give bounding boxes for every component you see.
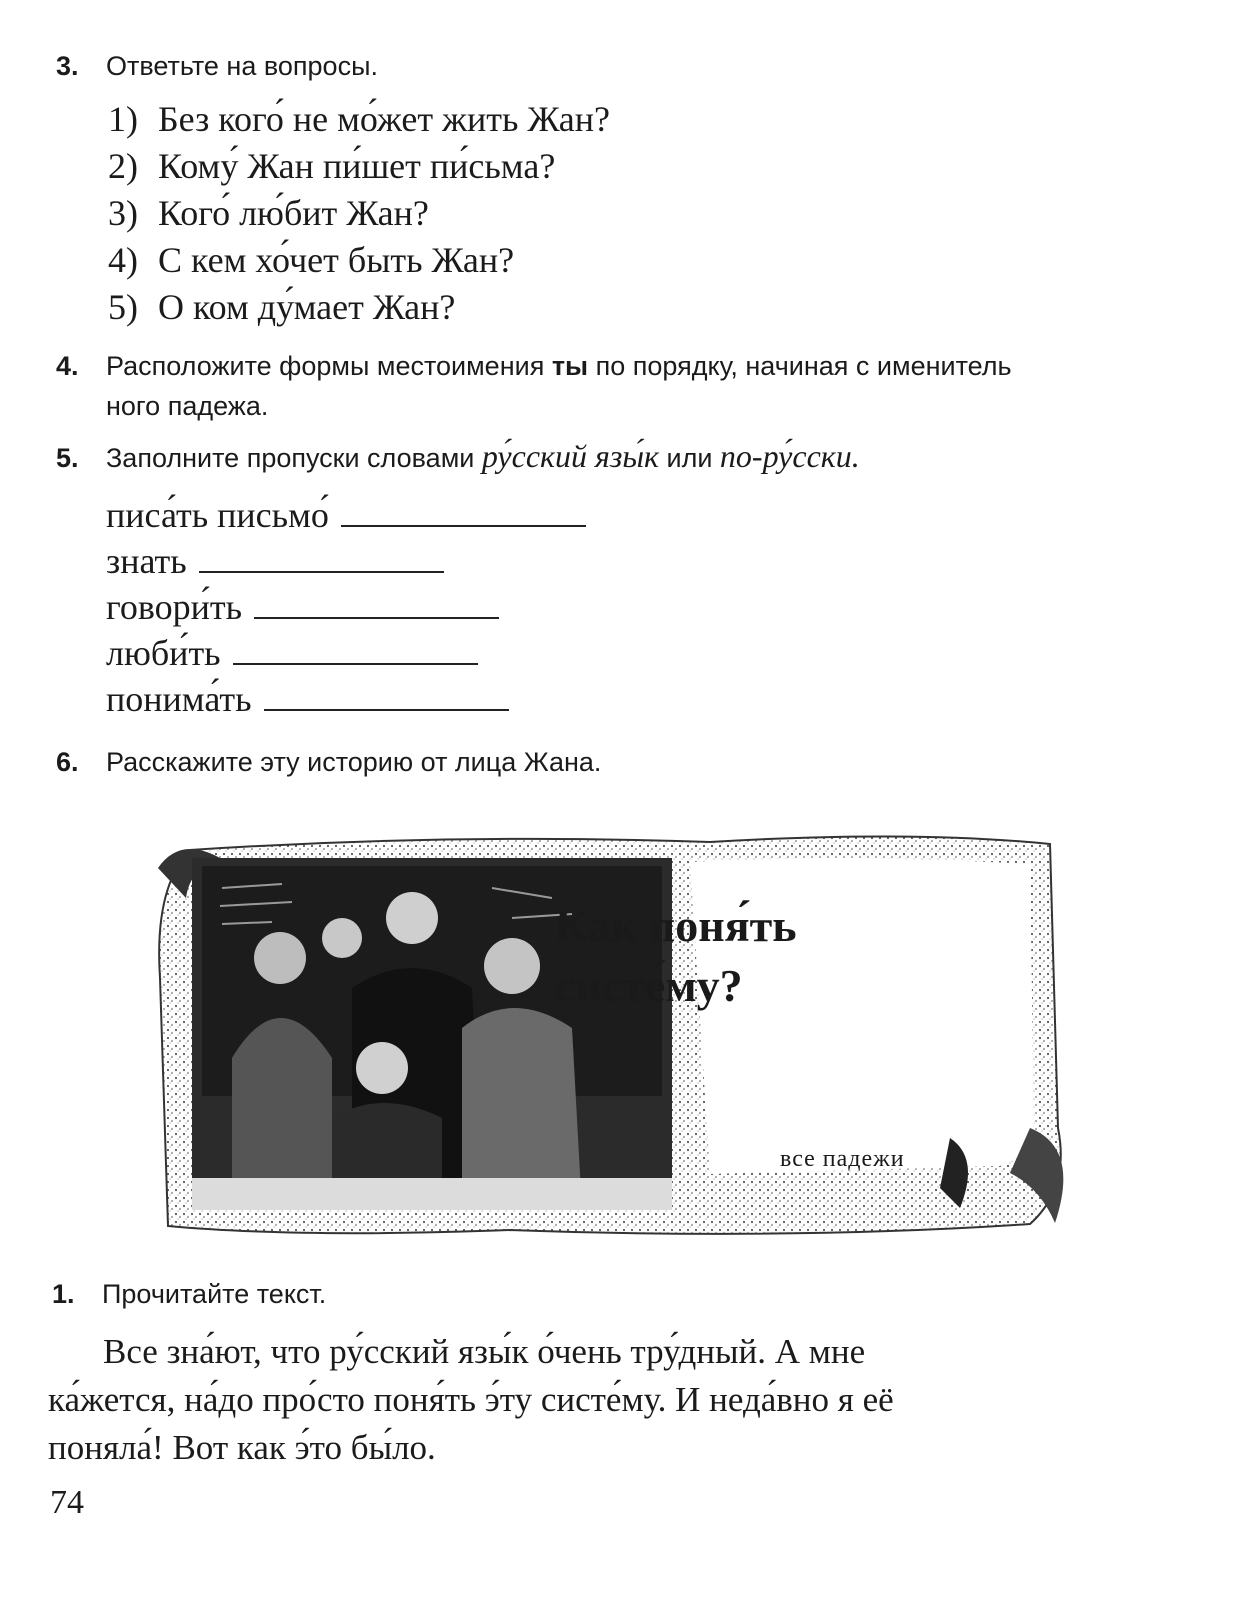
task-text: или <box>659 443 720 473</box>
fill-row <box>106 630 586 676</box>
task-3-header <box>56 46 378 86</box>
fill-row <box>106 492 586 538</box>
question-text: С кем хо́чет быть Жан? <box>158 240 515 280</box>
task-6-header <box>56 742 601 782</box>
fill-row <box>106 676 586 722</box>
question-number: 3) <box>108 193 138 233</box>
task-number: 5. <box>56 443 79 473</box>
question-number: 1) <box>108 99 138 139</box>
fill-label: люби́ть <box>106 633 221 673</box>
question-list <box>108 96 610 331</box>
task-instruction: Прочитайте текст. <box>102 1279 327 1309</box>
answer-blank[interactable] <box>341 499 586 527</box>
task-number: 1. <box>52 1279 75 1309</box>
banner-subtitle: все падежи <box>780 1146 905 1172</box>
question-number: 5) <box>108 287 138 327</box>
question-item <box>108 284 610 331</box>
task-number: 6. <box>56 747 79 777</box>
fill-row <box>106 538 586 584</box>
lesson-banner <box>150 828 1095 1238</box>
question-text: О ком ду́мает Жан? <box>158 287 456 327</box>
question-item <box>108 143 610 190</box>
question-item <box>108 190 610 237</box>
fill-label: понима́ть <box>106 679 252 719</box>
task-instruction: Расскажите эту историю от лица Жана. <box>106 747 602 777</box>
banner-title <box>555 896 797 1016</box>
question-number: 2) <box>108 146 138 186</box>
fill-label: знать <box>106 541 187 581</box>
pronoun-word: ты <box>551 351 589 381</box>
question-item <box>108 237 610 284</box>
fill-row <box>106 584 586 630</box>
question-text: Без кого́ не мо́жет жить Жан? <box>158 99 610 139</box>
banner-title-line: Как поня́ть <box>555 900 797 951</box>
reading-text <box>48 1328 948 1472</box>
question-item <box>108 96 610 143</box>
task-5-header <box>56 436 860 478</box>
task-instruction: Ответьте на вопросы. <box>106 51 378 81</box>
answer-blank[interactable] <box>254 591 499 619</box>
task-number: 3. <box>56 51 79 81</box>
italic-phrase: ру́сский язы́к <box>481 438 659 474</box>
fill-label: писа́ть письмо́ <box>106 495 329 535</box>
task-text: Заполните пропуски словами <box>106 443 482 473</box>
fill-in-list <box>106 492 586 722</box>
answer-blank[interactable] <box>233 637 478 665</box>
task-number: 4. <box>56 351 79 381</box>
question-text: Кому́ Жан пи́шет пи́сьма? <box>158 146 556 186</box>
task-text: Расположите формы местоимения <box>106 351 552 381</box>
question-text: Кого́ лю́бит Жан? <box>158 193 429 233</box>
answer-blank[interactable] <box>264 683 509 711</box>
italic-phrase: по-ру́сски. <box>719 438 860 474</box>
task-1-header <box>52 1274 326 1314</box>
question-number: 4) <box>108 240 138 280</box>
page-number: 74 <box>50 1484 84 1521</box>
answer-blank[interactable] <box>199 545 444 573</box>
reading-paragraph: Все зна́ют, что ру́сский язы́к о́чень тру́дный. А мне ка́жется, на́до про́сто поня́ть э́ту систе́му. И неда́вно я её поняла́! Вот как э́то бы́ло. <box>48 1332 894 1467</box>
task-4 <box>56 346 1196 426</box>
task-text: по порядку, начиная с именитель <box>588 351 1012 381</box>
task-text-line2: ного падежа. <box>106 391 269 421</box>
banner-title-line: систе́му? <box>555 960 743 1011</box>
fill-label: говори́ть <box>106 587 243 627</box>
